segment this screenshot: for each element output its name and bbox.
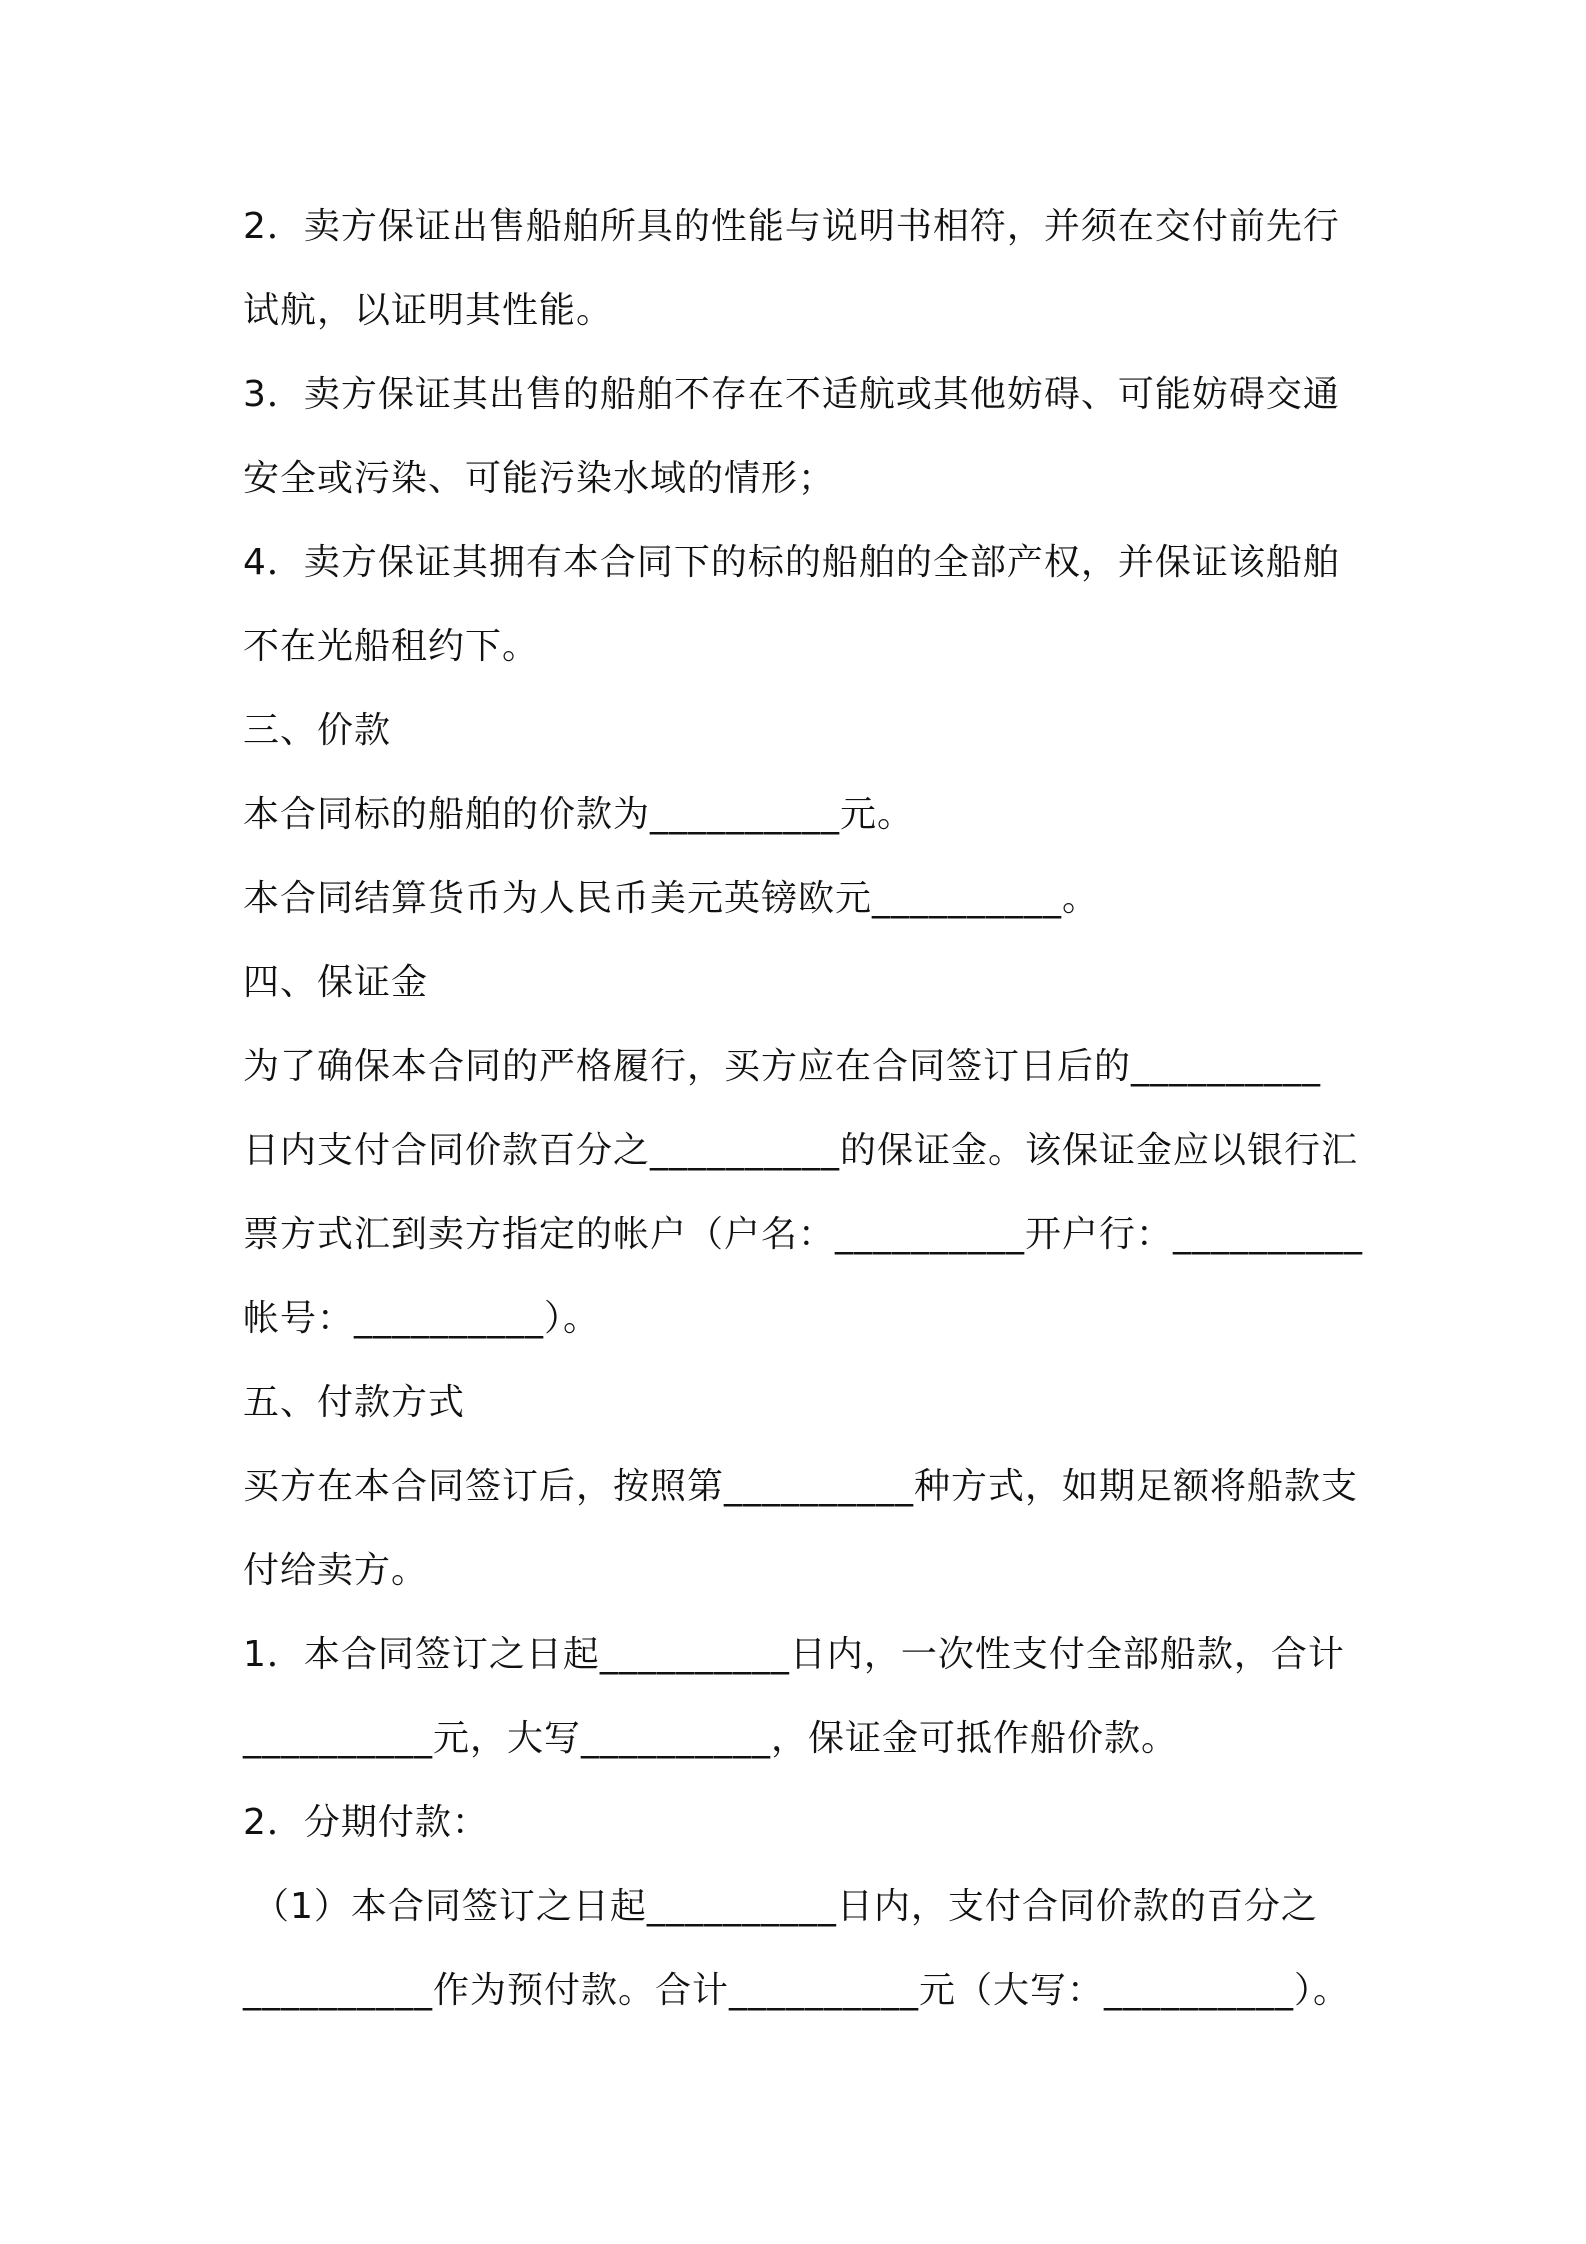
- payment-option-2-heading: 2．分期付款：: [243, 1802, 489, 1843]
- payment-intro-line-2: 付给卖方。: [243, 1550, 429, 1591]
- payment-option-1-line-2: __________元，大写__________，保证金可抵作船价款。: [243, 1718, 1179, 1759]
- price-amount-line: 本合同标的船舶的价款为__________元。: [243, 794, 915, 835]
- installment-1-line-2: __________作为预付款。合计__________元（大写：__________）。: [243, 1970, 1351, 2011]
- section-heading-payment: 五、付款方式: [243, 1382, 466, 1423]
- clause-3-line-2: 安全或污染、可能污染水域的情形；: [243, 458, 836, 499]
- clause-2-line-2: 试航，以证明其性能。: [243, 290, 614, 331]
- clause-4-line-2: 不在光船租约下。: [243, 626, 540, 667]
- settlement-currency-line: 本合同结算货币为人民币美元英镑欧元__________。: [243, 878, 1100, 919]
- section-heading-price: 三、价款: [243, 710, 392, 751]
- deposit-line-2: 日内支付合同价款百分之__________的保证金。该保证金应以银行汇: [243, 1130, 1359, 1171]
- deposit-line-3: 票方式汇到卖方指定的帐户（户名：__________开户行：__________: [243, 1214, 1364, 1255]
- section-heading-deposit: 四、保证金: [243, 962, 429, 1003]
- clause-4-line-1: 4．卖方保证其拥有本合同下的标的船舶的全部产权，并保证该船舶: [243, 542, 1340, 583]
- payment-option-1-line-1: 1．本合同签订之日起__________日内，一次性支付全部船款，合计: [243, 1634, 1345, 1675]
- clause-2-line-1: 2．卖方保证出售船舶所具的性能与说明书相符，并须在交付前先行: [243, 206, 1340, 247]
- deposit-line-1: 为了确保本合同的严格履行，买方应在合同签订日后的__________: [243, 1046, 1322, 1087]
- clause-3-line-1: 3．卖方保证其出售的船舶不存在不适航或其他妨碍、可能妨碍交通: [243, 374, 1340, 415]
- deposit-line-4: 帐号：__________）。: [243, 1298, 601, 1339]
- payment-intro-line-1: 买方在本合同签订后，按照第__________种方式，如期足额将船款支: [243, 1466, 1359, 1507]
- installment-1-line-1: （1）本合同签订之日起__________日内，支付合同价款的百分之: [253, 1886, 1318, 1927]
- document-body: [243, 197, 1364, 2045]
